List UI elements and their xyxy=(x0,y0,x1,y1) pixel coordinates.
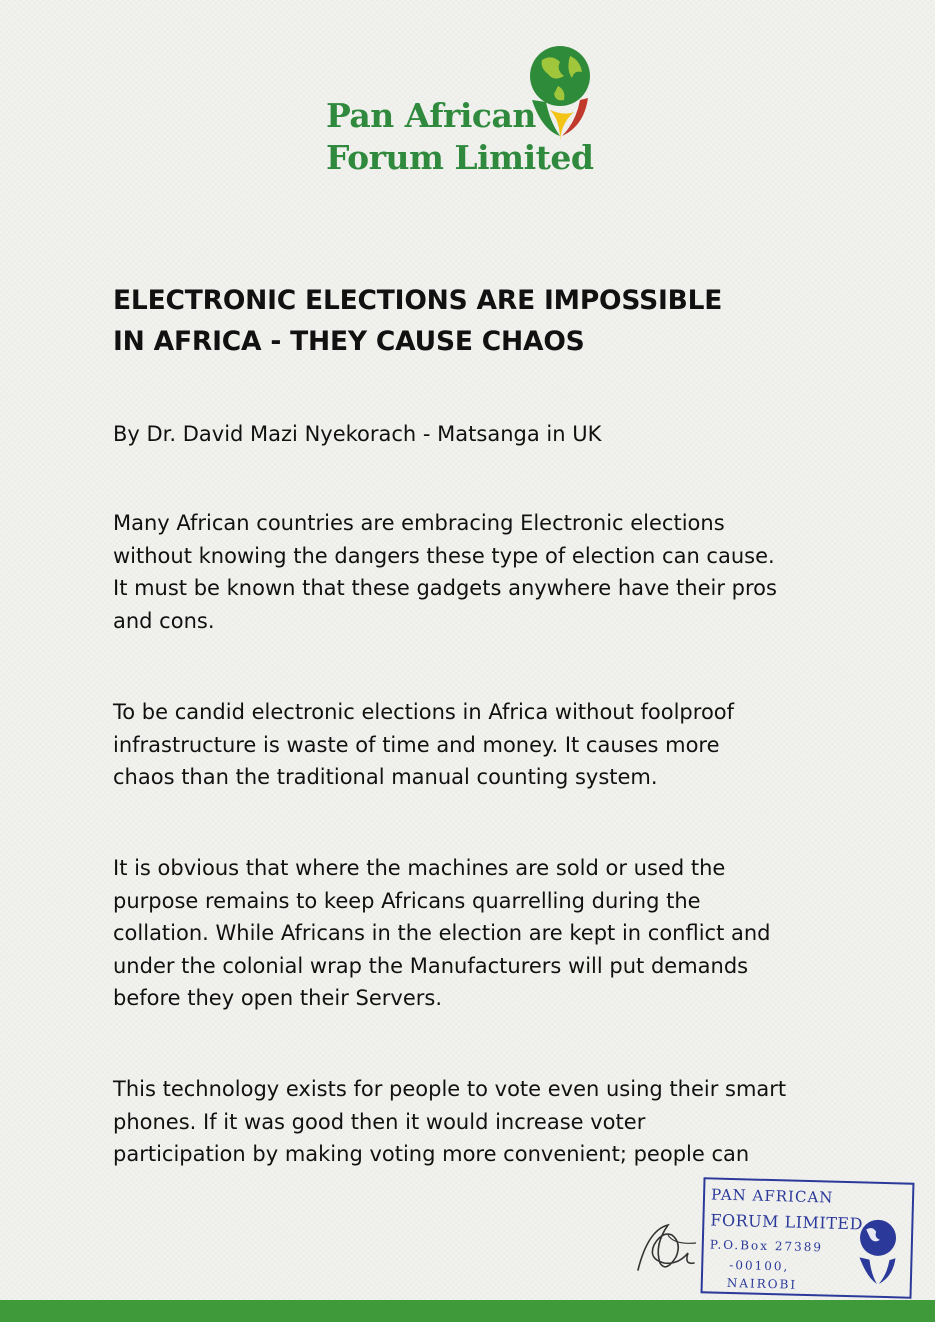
byline: By Dr. David Mazi Nyekorach - Matsanga in UK xyxy=(113,422,602,446)
stamp-line: FORUM LIMITED xyxy=(710,1210,864,1234)
company-stamp xyxy=(698,1175,916,1301)
paragraph xyxy=(113,507,777,637)
stamp-line: -00100, xyxy=(729,1257,790,1274)
stamp-line: P.O.Box 27389 xyxy=(709,1237,824,1255)
handwritten-signature xyxy=(628,1215,708,1285)
paragraph-line: without knowing the dangers these type of election can cause. xyxy=(113,543,775,568)
logo-text-line1: Pan African xyxy=(326,96,536,135)
paragraph-line: Many African countries are embracing Electronic elections xyxy=(113,511,725,535)
paragraph-line: infrastructure is waste of time and money. It causes more xyxy=(113,732,720,757)
paragraph xyxy=(113,696,734,794)
title-line: IN AFRICA - THEY CAUSE CHAOS xyxy=(113,326,585,357)
logo-text-line2: Forum Limited xyxy=(326,138,594,177)
paragraph-line: collation. While Africans in the election are kept in conflict and xyxy=(113,921,771,946)
paragraph xyxy=(113,1073,786,1171)
paragraph xyxy=(113,852,771,1015)
paragraph-line: To be candid electronic elections in Africa without foolproof xyxy=(113,700,735,724)
paragraph-line: and cons. xyxy=(113,608,215,633)
paragraph-line: participation by making voting more convenient; people can xyxy=(113,1142,750,1167)
paragraph-line: under the colonial wrap the Manufacturers will put demands xyxy=(113,953,749,978)
stamp-globe-icon xyxy=(859,1219,897,1284)
paragraph-line: This technology exists for people to vote even using their smart xyxy=(113,1077,787,1101)
stamp-line: PAN AFRICAN xyxy=(710,1185,834,1207)
paragraph-line: chaos than the traditional manual counting system. xyxy=(113,765,658,790)
paragraph-line: before they open their Servers. xyxy=(113,986,442,1011)
company-logo xyxy=(326,38,616,188)
paragraph-line: It is obvious that where the machines are sold or used the xyxy=(113,856,726,880)
article-title xyxy=(113,280,833,362)
footer-bar xyxy=(0,1300,935,1322)
stamp-line: NAIROBI xyxy=(726,1275,798,1292)
paragraph-line: purpose remains to keep Africans quarrelling during the xyxy=(113,888,701,913)
paragraph-line: phones. If it was good then it would increase voter xyxy=(113,1109,646,1134)
paragraph-line: It must be known that these gadgets anywhere have their pros xyxy=(113,576,777,601)
title-line: ELECTRONIC ELECTIONS ARE IMPOSSIBLE xyxy=(113,285,723,316)
